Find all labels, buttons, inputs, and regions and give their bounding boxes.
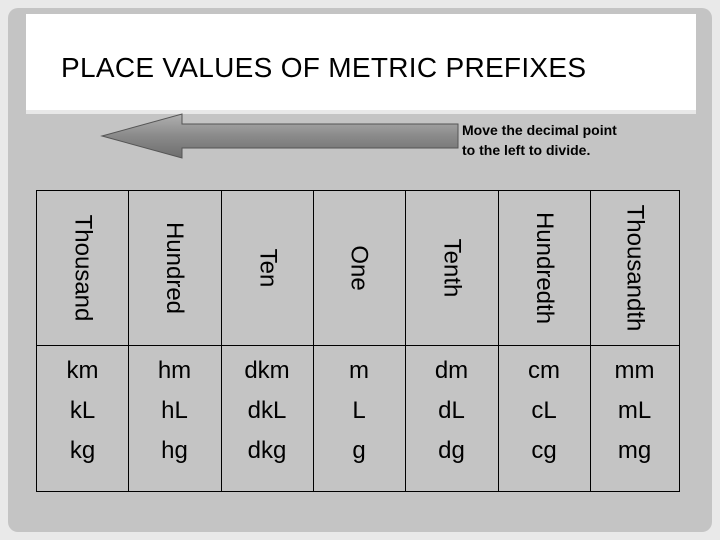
units-cell-ten	[221, 351, 313, 471]
column-header-one	[313, 191, 405, 345]
column-header-hundredth	[498, 191, 590, 345]
unit-mass: dg	[438, 437, 465, 464]
unit-length: km	[66, 357, 99, 384]
unit-volume: cL	[531, 397, 557, 424]
unit-volume: dL	[438, 397, 465, 424]
column-header-label: Hundredth	[531, 211, 559, 325]
unit-length: hm	[157, 357, 192, 384]
column-header-thousandth	[590, 191, 679, 345]
unit-mass: cg	[531, 437, 557, 464]
unit-volume: mL	[617, 397, 652, 424]
unit-mass: g	[352, 437, 366, 464]
unit-length: mm	[614, 357, 655, 384]
place-value-table	[36, 190, 680, 492]
column-header-label: One	[346, 245, 373, 291]
units-cell-tenth	[405, 351, 498, 471]
column-header-label: Ten	[253, 248, 281, 288]
unit-mass: mg	[617, 437, 652, 464]
unit-length: cm	[528, 357, 560, 384]
unit-mass: dkg	[247, 437, 287, 464]
column-header-ten	[221, 191, 313, 345]
units-cell-thousandth	[590, 351, 679, 471]
units-cell-hundredth	[498, 351, 590, 471]
page-title: PLACE VALUES OF METRIC PREFIXES	[61, 52, 587, 83]
column-header-label: Tenth	[438, 238, 466, 298]
unit-mass: kg	[69, 437, 96, 464]
column-header-thousand	[37, 191, 128, 345]
column-header-label: Thousandth	[621, 204, 649, 332]
left-arrow-icon	[100, 112, 460, 160]
units-cell-one	[313, 351, 405, 471]
unit-volume: L	[352, 397, 366, 424]
column-header-hundred	[128, 191, 221, 345]
table-divider	[37, 345, 679, 346]
column-header-tenth	[405, 191, 498, 345]
column-header-label: Thousand	[69, 214, 97, 322]
unit-mass: hg	[161, 437, 188, 464]
column-header-label: Hundred	[161, 221, 189, 315]
unit-volume: dkL	[247, 397, 287, 424]
note-line-1: Move the decimal point	[462, 122, 617, 138]
unit-volume: hL	[161, 397, 188, 424]
units-cell-thousand	[37, 351, 128, 471]
unit-volume: kL	[69, 397, 96, 424]
unit-length: dm	[434, 357, 469, 384]
unit-length: dkm	[244, 357, 290, 384]
instruction-note	[462, 120, 702, 160]
units-cell-hundred	[128, 351, 221, 471]
unit-length: m	[349, 357, 369, 384]
title-box	[26, 14, 696, 114]
note-line-2: to the left to divide.	[462, 142, 591, 158]
